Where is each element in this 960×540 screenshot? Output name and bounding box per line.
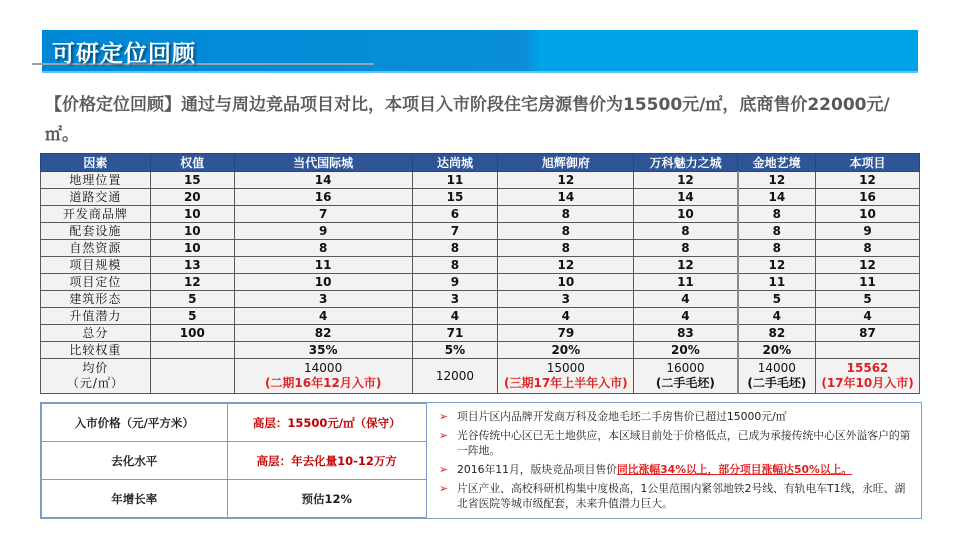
score-cell: 82 [738,325,816,342]
score-cell: 14 [498,189,634,206]
summary-row [42,442,427,480]
bullet-item [437,462,915,477]
factor-cell: 升值潜力 [41,308,151,325]
score-cell: 5 [150,291,234,308]
score-cell: 5 [816,291,920,308]
weight-cell: 20% [634,342,738,359]
score-cell: 8 [738,240,816,257]
score-cell: 8 [234,240,412,257]
header-this-project: 本项目 [816,154,920,172]
score-cell: 4 [634,291,738,308]
intro-paragraph: 【价格定位回顾】通过与周边竞品项目对比，本项目入市阶段住宅房源售价为15500元/㎡，底商售价22000元/㎡。 [45,95,890,145]
bullet-text: 2016年11月，版块竞品项目售价 [457,463,617,476]
score-cell: 8 [634,223,738,240]
score-cell: 10 [150,240,234,257]
arrow-bullet-icon: ➢ [439,410,449,423]
score-cell: 12 [498,172,634,189]
header-xuhui: 旭辉御府 [498,154,634,172]
score-cell: 10 [150,206,234,223]
price-note: (二手毛坯) [747,376,807,390]
weight-cell: 5% [412,342,498,359]
weight-cell: 20% [498,342,634,359]
bullet-text: 项目片区内品牌开发商万科及金地毛坯二手房售价已超过15000元/㎡ [457,410,787,423]
header-weight: 权值 [150,154,234,172]
bullet-text: 片区产业、高校科研机构集中度极高，1公里范围内紧邻地铁2号线、有轨电车T1线，永旺、湖北省医院等城市级配套，未来升值潜力巨大。 [457,482,906,510]
price-value: 15000 [546,361,585,375]
header-factor: 因素 [41,154,151,172]
arrow-bullet-icon: ➢ [439,463,449,476]
arrow-bullet-icon: ➢ [439,429,449,442]
table-row [41,274,920,291]
summary-row [42,404,427,442]
score-cell: 8 [498,223,634,240]
arrow-bullet-icon: ➢ [439,482,449,495]
score-cell: 5 [150,308,234,325]
score-cell: 4 [816,308,920,325]
table-row [41,172,920,189]
price-value: 12000 [435,368,475,383]
table-row [41,189,920,206]
score-cell: 79 [498,325,634,342]
score-cell: 8 [816,240,920,257]
score-cell: 83 [634,325,738,342]
score-cell: 12 [634,172,738,189]
score-cell: 15 [412,189,498,206]
price-row [41,359,920,394]
summary-label: 年增长率 [42,480,228,518]
score-cell: 8 [634,240,738,257]
weight-row [41,342,920,359]
score-cell: 11 [634,274,738,291]
table-row [41,325,920,342]
score-cell: 3 [412,291,498,308]
empty-cell [150,359,234,394]
bullet-list [437,409,915,515]
score-cell: 10 [634,206,738,223]
price-note: (17年10月入市) [821,376,914,390]
score-cell: 14 [738,189,816,206]
weight-cell: 35% [234,342,412,359]
score-cell: 100 [150,325,234,342]
price-value: 16000 [666,361,705,375]
price-note: (三期17年上半年入市) [503,376,628,390]
header-dashang: 达尚城 [412,154,498,172]
summary-row [42,480,427,518]
table-row [41,291,920,308]
summary-label: 去化水平 [42,442,228,480]
table-row [41,223,920,240]
factor-cell: 项目定位 [41,274,151,291]
score-cell: 8 [412,257,498,274]
factor-cell: 比较权重 [41,342,151,359]
header-vanke: 万科魅力之城 [634,154,738,172]
page-title: 可研定位回顾 [52,41,196,67]
score-cell: 12 [634,257,738,274]
score-cell: 12 [498,257,634,274]
score-cell: 9 [816,223,920,240]
score-cell: 9 [412,274,498,291]
score-cell: 82 [234,325,412,342]
factor-cell: 项目规模 [41,257,151,274]
score-cell: 8 [498,240,634,257]
score-cell: 20 [150,189,234,206]
summary-table [41,403,427,518]
summary-value: 高层：年去化量10-12万方 [227,442,427,480]
score-cell: 15 [150,172,234,189]
score-cell: 4 [412,308,498,325]
score-cell: 8 [738,206,816,223]
score-cell: 8 [412,240,498,257]
price-cell [412,359,498,394]
factor-cell: 开发商品牌 [41,206,151,223]
bullet-highlight: 同比涨幅34%以上，部分项目涨幅达50%以上。 [616,463,853,476]
summary-value: 高层：15500元/㎡（保守） [227,404,427,442]
score-cell: 12 [816,257,920,274]
weight-cell: 20% [738,342,816,359]
score-cell: 10 [816,206,920,223]
competitor-score-table [40,153,920,394]
score-cell: 71 [412,325,498,342]
score-cell: 87 [816,325,920,342]
price-cell [816,359,920,394]
factor-cell: 道路交通 [41,189,151,206]
table-row [41,240,920,257]
price-cell [498,359,634,394]
score-cell: 4 [634,308,738,325]
score-cell: 11 [816,274,920,291]
score-cell: 12 [738,257,816,274]
price-cell [634,359,738,394]
score-cell: 12 [150,274,234,291]
table-row [41,206,920,223]
score-cell: 4 [234,308,412,325]
score-cell: 10 [234,274,412,291]
factor-cell: 配套设施 [41,223,151,240]
summary-panel [40,402,922,519]
score-cell: 4 [738,308,816,325]
factor-cell [41,359,151,394]
score-cell: 10 [150,223,234,240]
score-cell: 7 [234,206,412,223]
price-value: 15562 [846,361,889,375]
score-cell: 11 [234,257,412,274]
header-jindi: 金地艺境 [738,154,816,172]
score-cell: 10 [498,274,634,291]
factor-cell: 建筑形态 [41,291,151,308]
score-cell: 5 [738,291,816,308]
score-cell: 14 [234,172,412,189]
weight-cell [150,342,234,359]
score-cell: 3 [234,291,412,308]
score-cell: 7 [412,223,498,240]
factor-cell: 自然资源 [41,240,151,257]
score-cell: 9 [234,223,412,240]
score-cell: 4 [498,308,634,325]
score-cell: 11 [738,274,816,291]
price-unit: （元/㎡） [66,376,124,390]
score-cell: 8 [498,206,634,223]
score-cell: 12 [738,172,816,189]
price-note: (二期16年12月入市) [264,376,382,390]
table-row [41,308,920,325]
price-label: 均价 [82,361,109,375]
price-value: 14000 [757,361,796,375]
bullet-item [437,481,915,511]
score-cell: 11 [412,172,498,189]
score-cell: 16 [234,189,412,206]
score-cell: 16 [816,189,920,206]
score-cell: 12 [816,172,920,189]
score-cell: 6 [412,206,498,223]
price-cell [738,359,816,394]
factor-cell: 总分 [41,325,151,342]
bullet-item [437,409,915,424]
score-cell: 13 [150,257,234,274]
table-row [41,257,920,274]
score-cell: 14 [634,189,738,206]
summary-label: 入市价格（元/平方米） [42,404,228,442]
score-cell: 3 [498,291,634,308]
factor-cell: 地理位置 [41,172,151,189]
header-dangdai: 当代国际城 [234,154,412,172]
price-cell [234,359,412,394]
bullet-item [437,428,915,458]
bullet-text: 光谷传统中心区已无土地供应，本区域目前处于价格低点，已成为承接传统中心区外溢客户的第一阵地。 [457,429,911,457]
price-note: (二手毛坯) [655,376,715,390]
score-cell: 8 [738,223,816,240]
summary-value: 预估12% [227,480,427,518]
weight-cell [816,342,920,359]
table-header-row [41,154,920,172]
price-value: 14000 [304,361,343,375]
